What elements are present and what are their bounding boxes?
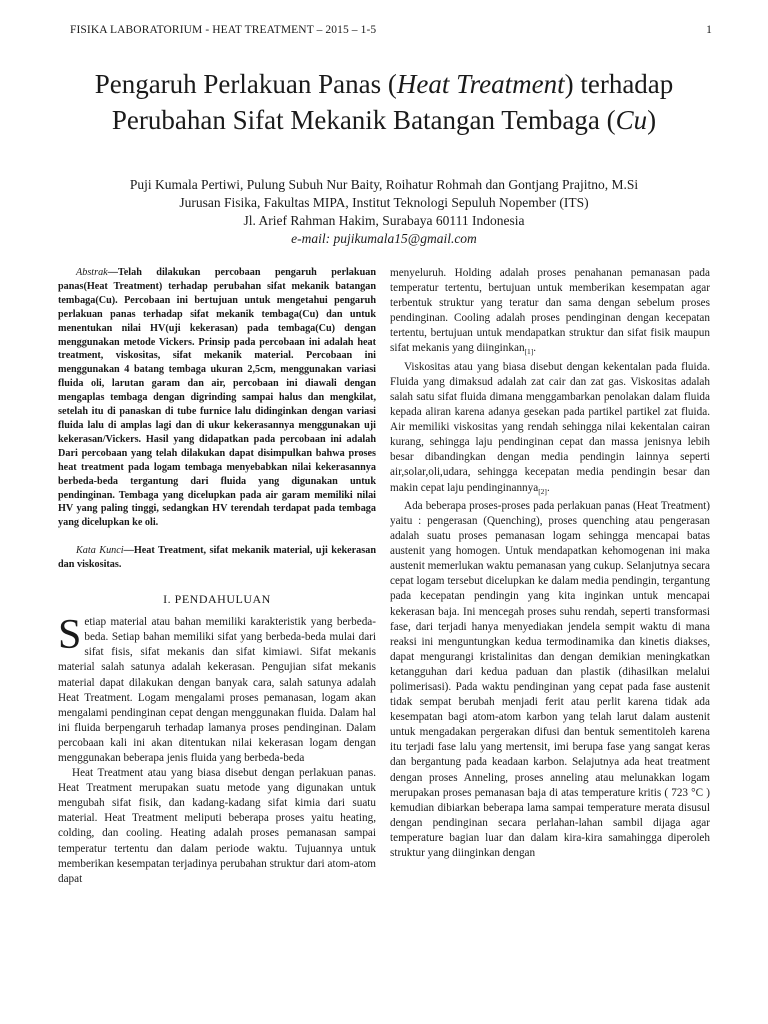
title-part2: ) terhadap Perubahan Sifat Mekanik Batangan Tembaga (	[111, 69, 674, 135]
title-part3: )	[647, 105, 657, 135]
page-number: 1	[706, 24, 712, 36]
right-paragraph-3: Ada beberapa proses-proses pada perlakuan panas (Heat Treatment) yaitu : pengerasan (Quenching), proses quenching atau pengerasan adalah suatu proses pemanasan logam sehingga mencapai batas austenit yang homogen. Untuk mendapatkan kehomogenan ini maka austenit memerlukan waktu pemanasan yang cukup. Selanjutnya secara cepat logam tersebut dicelupkan ke dalam media pendingin, tergantung pada kecepatan pendingin yang kita inginkan untuk mencapai kekerasan baja. Ini mencegah proses suhu rendah, seperti transformasi fase, dari terjadi hanya menyediakan jendela sempit waktu di mana reaksi ini menguntungkan kedua termodinamika dan kinetis diakses, dapat mengurangi kristalinitas dan dengan demikian meningkatkan ketangguhan dari kedua paduan dan plastik (dihasilkan melalui polimerisasi). Pada waktu pendinginan yang cepat pada fase austenit tidak sempat berubah menjadi ferit atau perlit karena tidak ada kesempatan bagi atom-atom karbon yang telah larut dalam austenit untuk mengadakan pergerakan difusi dan bentuk sementitoleh karena itu terjadi fase lalu yang mertensit, imi berupa fase yang sangat keras dan bergantung pada keadaan karbon. Selajutnya ada heat treatment dengan proses Anneling, proses anneling atau melunakkan logam merupakan proses pemanasan baja di atas temperature kritis ( 723 °C ) kemudian dibiarkan beberapa lama sampai temperature merata disusul dengan pendinginan secara perlahan-lahan sambil dijaga agar temperature bagian luar dan dalam kira-kira samahingga diperoleh struktur yang diinginkan dengan	[390, 499, 710, 860]
paper-title	[60, 66, 708, 138]
right-paragraph-2-end: .	[546, 481, 550, 494]
keywords-text: —Heat Treatment, sifat mekanik material, uji kekerasan dan viskositas.	[58, 545, 376, 571]
author-address: Jl. Arief Rahman Hakim, Surabaya 60111 Indonesia	[243, 213, 525, 228]
author-names: Puji Kumala Pertiwi, Pulung Subuh Nur Baity, Roihatur Rohmah dan Gontjang Prajitno, M.Si	[129, 177, 639, 192]
citation-ref-2: [2]	[538, 486, 547, 496]
right-paragraph-2	[390, 360, 710, 499]
running-title: FISIKA LABORATORIUM - HEAT TREATMENT – 2015 – 1-5	[70, 24, 377, 36]
title-part1: Pengaruh Perlakuan Panas (	[94, 69, 397, 99]
drop-cap: S	[58, 612, 82, 659]
intro-paragraph-1-text: etiap material atau bahan memiliki karakteristik yang berbeda-beda. Setiap bahan memiliki sifat yang berbeda-beda mulai dari sifat fisis, sifat mekanis dan sifat kimiawi. Sifat mekanis material salah satunya adalah kekerasan. Pengujian sifat mekanis material dapat dilakukan dengan banyak cara, salah satunya adalah Heat Treatment. Logam mengalami proses pemanasan, logam akan mengalami pendinginan cepat dengan menggunakan fluida. Dalam hal ini fluida berpengaruh terhadap lamanya proses pendinginan. Dalam percobaan kali ini akan ditentukan nilai kekerasan logam dengan menggunakan beberapa jenis fluida yang berbeda-beda	[58, 616, 376, 764]
section-heading-pendahuluan: I. PENDAHULUAN	[163, 592, 271, 607]
author-block	[60, 176, 708, 248]
right-paragraph-1-text: menyeluruh. Holding adalah proses penahanan pemanasan pada temperatur tertentu, bertujuan untuk memberikan kesempatan agar terbentuk struktur yang teratur dan sama dengan sebelum proses pendinginan. Cooling adalah proses pendinginan dengan kecepatan tertentu, bertujuan untuk mendapatkan struktur dan sifat fisik maupun sifat mekanis yang diinginkan	[390, 267, 710, 355]
abstract-lead: Abstrak	[76, 267, 108, 278]
title-italic-heat-treatment: Heat Treatment	[396, 69, 565, 99]
running-header	[70, 24, 712, 36]
title-italic-cu: Cu	[615, 105, 648, 135]
abstract	[58, 266, 376, 530]
intro-paragraph-2: Heat Treatment atau yang biasa disebut dengan perlakuan panas. Heat Treatment merupakan suatu metode yang digunakan untuk mengubah sifat fisik, dan kadang-kadang sifat kimia dari suatu material. Heat Treatment meliputi beberapa proses yaitu heating, colding, dan cooling. Heating adalah proses pemanasan sampai temperatur tertentu dan dalam periode waktu. Tujuannya untuk memberikan kesempatan terjadinya perubahan struktur dari atom-atom dapat	[58, 767, 376, 885]
right-paragraph-1-end: .	[533, 342, 537, 355]
citation-ref-1: [1]	[524, 347, 534, 357]
left-column	[58, 266, 376, 887]
abstract-text: —Telah dilakukan percobaan pengaruh perlakuan panas(Heat Treatment) terhadap perubahan sifat mekanik batangan tembaga(Cu). Percobaan ini bertujuan untuk mengetahui pengaruh perlakuan panas terhadap sifat mekanik tembaga(Cu) dan untuk menentukan nilai HV(uji kekerasan) pada tembaga(Cu) dengan menggunakan metode Vickers. Prinsip pada percobaan ini adalah heat treatment, viskositas, sifat mekanik material. Percobaan ini menggunakan 4 batang tembaga ukuran 2,5cm, menggunakan variasi fluida oli, larutan garam dan air, percobaan ini diawali dengan mengaplas tembaga dengan digrinding sampai halus dan mengkilat, setelah itu di panaskan di tube furnice lalu didinginkan dengan variasi fluida lalu di amplas lagi dan di ukur kekerasannya menggunakan uji kekerasan/Vickers. Hasil yang didapatkan pada percobaan ini adalah Dari percobaan yang telah dilakukan dapat disimpulkan bahwa proses heat treatment pada logam tembaga menyebabkan nilai kekerasannya berbeda-beda tergantung dari fluida yang digunakan untuk pendinginan. Tembaga yang dicelupkan pada air garam memiliki nilai HV yang paling tinggi, sedangkan HV terendah terdapat pada tembaga yang dicelupkan ke oli.	[58, 267, 376, 529]
author-affiliation: Jurusan Fisika, Fakultas MIPA, Institut Teknologi Sepuluh Nopember (ITS)	[179, 195, 589, 210]
keywords	[58, 544, 376, 572]
intro-paragraph-1	[58, 612, 376, 766]
author-email: e-mail: pujikumala15@gmail.com	[291, 231, 477, 246]
right-paragraph-1	[390, 266, 710, 360]
keywords-lead: Kata Kunci	[76, 545, 124, 557]
right-paragraph-2-text: Viskositas atau yang biasa disebut dengan kekentalan pada fluida. Fluida yang dimaksud adalah zat cair dan zat gas. Viskositas adalah salah satu sifat fluida dimana menggambarkan penolakan dalam fluida kepada aliran karena adanya gesekan pada partikel partikel zat fluida. Air memiliki viskositas yang rendah sehingga nilai kekentalan cairan kurang, sehingga laju pendinginan cepat dan massa jenisnya lebih besar dibandingkan dengan media pendingin lainnya seperti air,solar,oli,udara, sehingga kecepatan media pendingin besar dan makin cepat laju pendinginannya	[390, 360, 710, 494]
right-column	[390, 266, 710, 861]
